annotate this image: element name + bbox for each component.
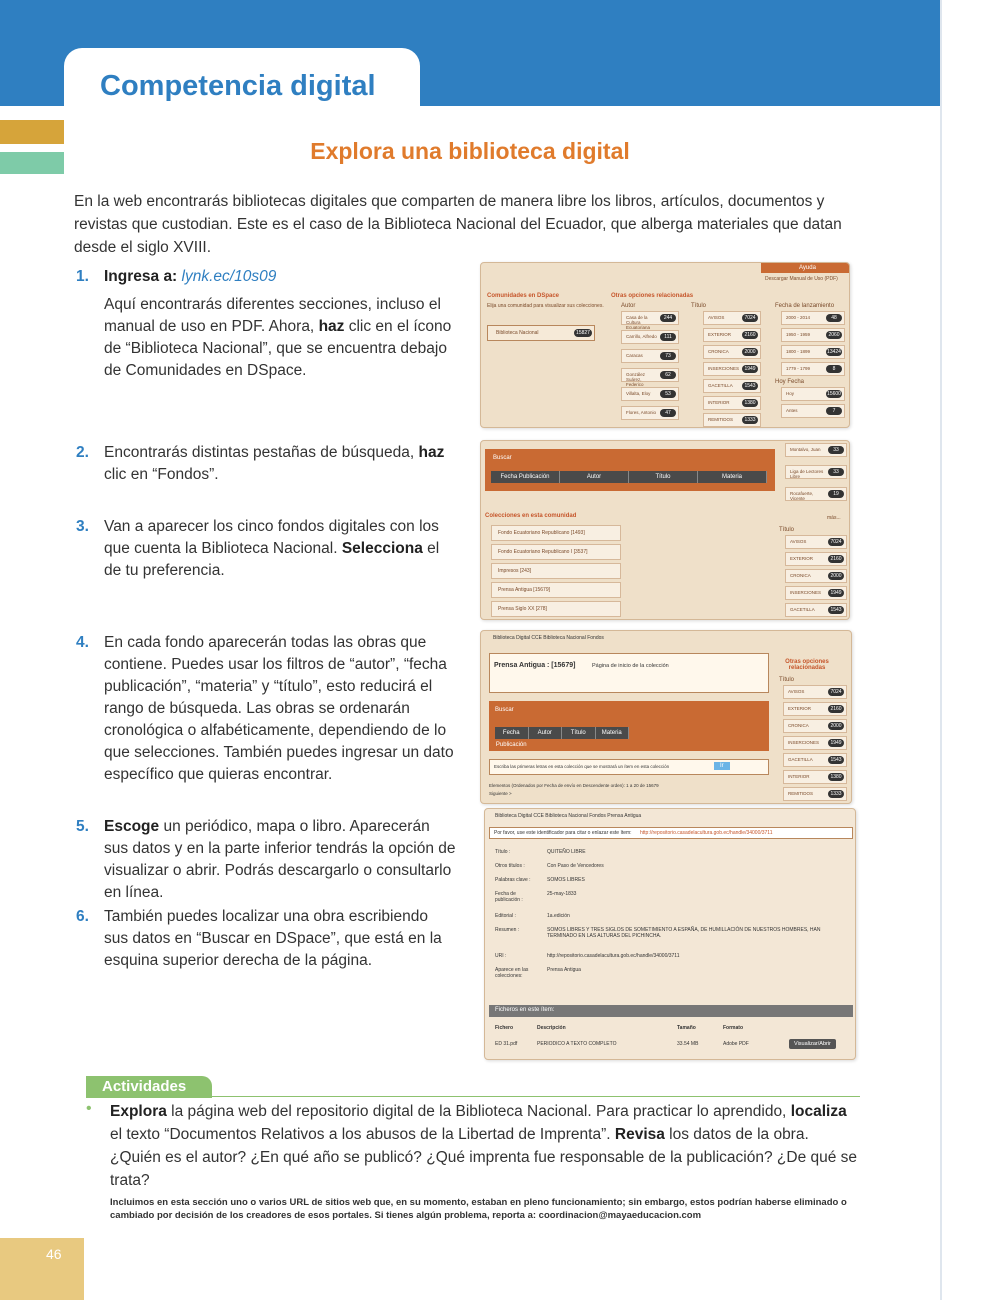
facet-count: 13424 <box>827 349 841 355</box>
facet-label: AVISOS <box>788 689 805 694</box>
facet-count: 48 <box>826 314 842 322</box>
facet-count: 1380 <box>828 773 844 781</box>
facet-count: 2160 <box>742 331 758 339</box>
autor-facet[interactable] <box>621 311 679 330</box>
biblioteca-nacional-button[interactable]: Biblioteca Nacional 15827 <box>487 325 595 341</box>
titulo-facet[interactable] <box>703 396 761 410</box>
step-1: 1. Ingresa a: lynk.ec/10s09 Aquí encontrarás diferentes secciones, incluso el manual de uso en PDF. Ahora, haz clic en el ícono de “Biblioteca Nacional”, que se encuentra debajo de Comunidades en DSpace. <box>76 268 452 379</box>
field-label: Editorial : <box>495 913 516 919</box>
field-value: 1a.edición <box>547 913 570 919</box>
facet-count: 8 <box>826 365 842 373</box>
step-5: 5. Escoge un periódico, mapa o libro. Aparecerán sus datos y en la parte inferior tendrás la opción de visualizar o abrir. Podrás descargarlo o consultarlo en línea. <box>76 818 456 901</box>
fondo-item[interactable] <box>491 544 621 560</box>
facet-count: 1949 <box>828 739 844 747</box>
facet-count: 7024 <box>828 688 844 696</box>
facet-label: GACETILLA <box>788 757 813 762</box>
facet-count: 1949 <box>828 589 844 597</box>
autor-facet[interactable] <box>785 443 847 457</box>
facet-label: Caracas <box>626 353 643 358</box>
facet-label: Antes <box>786 408 798 413</box>
facet-count: 33 <box>828 468 844 476</box>
page-header-title: Competencia digital <box>100 70 376 102</box>
facet-count: 1380 <box>742 399 758 407</box>
screenshot-collection: Biblioteca Digital CCE Biblioteca Nacional Fondos Prensa Antigua : [15679] Página de inicio de la colección Buscar Fecha Publicación Autor Título Materia Escriba las primeras letras en esta colección que se mostrará un ítem en esta colección Ir Elementos (Ordenados por Fecha de envío en Descendente orden): 1 a 20 de 15679 Siguiente > Otras opciones relacionadas Título AVISOS 7024 EXTERIOR 2160 CRONICA 2000 INSERCIONES 1949 GACETILLA 1543 INTERIOR 1380 REMITIDOS 1333 <box>480 630 852 804</box>
files-column-header: Fichero <box>495 1025 514 1031</box>
screenshot-item-record: Biblioteca Digital CCE Biblioteca Nacional Fondos Prensa Antigua Por favor, use este identificador para citar o enlazar este ítem: http://repositorio.casadelacultura.gob.ec/handle/34000/3711 Título : QUITEÑO LIBRE Otros títulos : Con Paso de Vencedores Palabras clave : SOMOS LIBRES Fecha de publicación : 25-may-1833 Editorial : 1a.edición Resumen : SOMOS LIBRES Y TRES SIGLOS DE SOMETIMIENTO A ESPAÑA, DE HUMILLACIÓN DE NUESTROS HOMBRES, HAN TERMINADO EN LAS ALTURAS DEL PICHINCHA. URI : http://repositorio.casadelacultura.gob.ec/handle/34000/3711 Aparece en las colecciones: Prensa Antigua Ficheros en este ítem: Fichero Descripción Tamaño Formato ED 31.pdf PERIODICO A TEXTO COMPLETO 33.54 MB Adobe PDF Visualizar/Abrir <box>484 808 856 1060</box>
facet-label: AVISOS <box>790 539 807 544</box>
visualizar-button[interactable]: Visualizar/Abrir <box>789 1039 836 1049</box>
page-number-tab <box>0 1238 84 1300</box>
field-value: SOMOS LIBRES <box>547 877 585 883</box>
facet-count: 15600 <box>827 391 841 397</box>
fondo-label: Fondo Ecuatoriano Republicano I [3537] <box>498 549 588 555</box>
fecha-facet[interactable] <box>781 345 845 359</box>
right-margin <box>940 0 1004 1300</box>
facet-label: 2000 - 2014 <box>786 315 811 320</box>
facet-count: 2160 <box>828 555 844 563</box>
titulo-facet[interactable] <box>703 362 761 376</box>
facet-count: 62 <box>660 371 676 379</box>
facet-label: González Suárez, Federico <box>626 372 646 387</box>
step-number: 5. <box>76 818 89 835</box>
facet-label: AVISOS <box>708 315 725 320</box>
facet-label: Carrillo, Alfredo <box>626 334 657 339</box>
facet-label: Flores, Antonio <box>626 410 657 415</box>
collection-search-box[interactable]: Escriba las primeras letras en esta colección que se mostrará un ítem en esta colección Ir <box>489 759 769 775</box>
step-number: 2. <box>76 444 89 461</box>
activities-header: Actividades <box>86 1076 212 1098</box>
titulo-facet[interactable] <box>783 685 847 699</box>
fondo-item[interactable] <box>491 582 621 598</box>
section-title: Explora una biblioteca digital <box>310 138 630 164</box>
titulo-facet[interactable] <box>703 328 761 342</box>
facet-label: Liga de Lectores Libre <box>790 469 824 479</box>
browse-tab[interactable]: Fecha Publicación <box>495 727 529 739</box>
facet-label: EXTERIOR <box>790 556 814 561</box>
facet-count: 1543 <box>828 756 844 764</box>
manual-link[interactable]: Descargar Manual de Uso (PDF) <box>765 276 838 282</box>
autor-facet[interactable] <box>785 487 847 501</box>
facet-label: INSERCIONES <box>708 366 740 371</box>
facet-count: 2000 <box>828 722 844 730</box>
fondo-item[interactable] <box>491 601 621 617</box>
fecha-facet[interactable] <box>781 311 845 325</box>
facet-count: 1949 <box>742 365 758 373</box>
fondo-item[interactable] <box>491 563 621 579</box>
autor-facet[interactable] <box>785 465 847 479</box>
facet-count: 7 <box>826 407 842 415</box>
facet-count: 7024 <box>742 314 758 322</box>
screenshot-dspace-home: Ayuda Descargar Manual de Uso (PDF) Comunidades en DSpace Elija una comunidad para visualizar sus colecciones. Biblioteca Nacional 15827 Otras opciones relacionadas Autor Título Fecha de lanzamiento Hoy Fecha Casa de la Cultura Ecuatoriana 244 Carrillo, Alfredo 111 Caracas 73 González Suárez, Federico 62 Villalta, Eloy 53 Flores, Antonio 47 AVISOS 7024 EXTERIOR 2160 CRONICA 2000 INSERCIONES 1949 GACETILLA 1543 INTERIOR 1380 REMITIDOS 1333 2000 - 2014 48 1950 - 1959 2060 1800 - 1899 13424 1779 - 1799 8 Hoy 15600 Antes 7 <box>480 262 850 428</box>
titulo-facet[interactable] <box>703 379 761 393</box>
facet-label: INTERIOR <box>788 774 810 779</box>
field-label: Fecha de publicación : <box>495 891 523 903</box>
titulo-facet[interactable] <box>783 736 847 750</box>
titulo-facet[interactable] <box>703 311 761 325</box>
fondo-label: Impresos [243] <box>498 568 532 574</box>
browse-tab[interactable]: Autor <box>560 471 629 483</box>
fecha-facet[interactable] <box>781 404 845 418</box>
facet-count: 1543 <box>742 382 758 390</box>
fondo-label: Prensa Siglo XX [278] <box>498 606 547 612</box>
titulo-facet[interactable] <box>785 535 847 549</box>
ingresa-link[interactable]: lynk.ec/10s09 <box>181 268 277 285</box>
facet-count: 2160 <box>828 705 844 713</box>
facet-label: REMITIDOS <box>788 791 814 796</box>
field-label: Palabras clave : <box>495 877 531 883</box>
step-number: 4. <box>76 634 89 651</box>
facet-count: 33 <box>828 446 844 454</box>
facet-label: GACETILLA <box>708 383 733 388</box>
titulo-facet[interactable] <box>703 413 761 427</box>
fecha-facet[interactable] <box>781 328 845 342</box>
facet-count: 1333 <box>742 416 758 424</box>
facet-count: 2060 <box>826 331 842 339</box>
autor-facet[interactable] <box>621 330 679 344</box>
field-value: SOMOS LIBRES Y TRES SIGLOS DE SOMETIMIENTO A ESPAÑA, DE HUMILLACIÓN DE NUESTROS HOMBRES, HAN TERMINADO EN LAS ALTURAS DEL PICHINCHA. <box>547 927 821 939</box>
facet-count: 1543 <box>828 606 844 614</box>
field-label: Resumen : <box>495 927 520 933</box>
bullet-icon: • <box>86 1100 92 1117</box>
field-value: 25-may-1833 <box>547 891 577 897</box>
autor-facet[interactable] <box>621 349 679 363</box>
intro-paragraph: En la web encontrarás bibliotecas digitales que comparten de manera libre los libros, artículos, documentos y revistas que custodian. Este es el caso de la Biblioteca Nacional del Ecuador, que alberga materiales que datan desde el siglo XVIII. <box>74 193 842 256</box>
facet-label: REMITIDOS <box>708 417 734 422</box>
facet-label: EXTERIOR <box>708 332 732 337</box>
field-label: Título : <box>495 849 511 855</box>
facet-label: CRONICA <box>790 573 811 578</box>
facet-label: GACETILLA <box>790 607 815 612</box>
facet-label: INTERIOR <box>708 400 730 405</box>
titulo-facet[interactable] <box>785 586 847 600</box>
autor-facet[interactable] <box>621 406 679 420</box>
facet-label: Casa de la Cultura Ecuatoriana <box>626 315 651 330</box>
fecha-facet[interactable] <box>781 362 845 376</box>
activities-rule <box>86 1096 860 1097</box>
step-4: 4. En cada fondo aparecerán todas las obras que contiene. Puedes usar los filtros de “autor”, “fecha publicación”, “materia” y “título”, esto reducirá el rango de búsqueda. Las obras se ordenarán cronológica o alfabéticamente, dependiendo de lo que selecciones. También puedes ingresar un dato específico que quieras encontrar. <box>76 634 454 783</box>
step-2: 2. Encontrarás distintas pestañas de búsqueda, haz clic en “Fondos”. <box>76 444 445 483</box>
facet-label: 1779 - 1799 <box>786 366 811 371</box>
facet-label: INSERCIONES <box>788 740 820 745</box>
step-lead: Ingresa a: <box>104 268 182 285</box>
facet-label: 1800 - 1899 <box>786 349 811 354</box>
files-column-header: Descripción <box>537 1025 566 1031</box>
field-label: Otros títulos : <box>495 863 525 869</box>
fondo-label: Prensa Antigua [15679] <box>498 587 550 593</box>
browse-tab[interactable]: Materia <box>596 727 630 739</box>
facet-count: 53 <box>660 390 676 398</box>
facet-count: 244 <box>660 314 676 322</box>
files-column-header: Formato <box>723 1025 743 1031</box>
facet-count: 47 <box>660 409 676 417</box>
facet-count: 1333 <box>828 790 844 798</box>
titulo-facet[interactable] <box>785 603 847 617</box>
facet-label: Hoy <box>786 391 795 396</box>
titulo-facet[interactable] <box>783 753 847 767</box>
titulo-facet[interactable] <box>785 569 847 583</box>
facet-count: 19 <box>828 490 844 498</box>
facet-label: Villalta, Eloy <box>626 391 651 396</box>
footnote: Incluimos en esta sección uno o varios URL de sitios web que, en su momento, estaban en pleno funcionamiento; sin embargo, estos podrían haberse eliminado o cambiado por decisión de los creadores de esos portales. Si tienes algún problema, reporta a: coordinacion@mayaeducacion.com <box>110 1197 847 1221</box>
browse-tab[interactable]: Fecha Publicación <box>491 471 560 483</box>
field-label: Aparece en las colecciones: <box>495 967 529 979</box>
facet-label: CRONICA <box>708 349 729 354</box>
titulo-facet[interactable] <box>703 345 761 359</box>
step-number: 3. <box>76 518 89 535</box>
autor-facet[interactable] <box>621 368 679 387</box>
browse-tab[interactable]: Título <box>562 727 596 739</box>
files-column-header: Tamaño <box>677 1025 696 1031</box>
facet-count: 7024 <box>828 538 844 546</box>
facet-count: 73 <box>660 352 676 360</box>
field-value: http://repositorio.casadelacultura.gob.ec/handle/34000/3711 <box>547 953 680 959</box>
titulo-facet[interactable] <box>783 702 847 716</box>
fecha-facet[interactable] <box>781 387 845 401</box>
fondo-label: Fondo Ecuatoriano Republicano [1493] <box>498 530 585 536</box>
page-number: 46 <box>46 1246 62 1262</box>
facet-label: Montalvo, Juan <box>790 447 821 452</box>
fondo-item[interactable] <box>491 525 621 541</box>
field-value: QUITEÑO LIBRE <box>547 849 586 855</box>
facet-count: 2000 <box>828 572 844 580</box>
right-margin-line <box>940 0 942 1300</box>
facet-label: CRONICA <box>788 723 809 728</box>
ayuda-link[interactable]: Ayuda <box>799 265 816 271</box>
screenshot-community: Buscar Fecha Publicación Autor Título Materia Colecciones en esta comunidad Fondo Ecuatoriano Republicano [1493] Fondo Ecuatoriano Republicano I [3537] Impresos [243] Prensa Antigua [15679] Prensa Siglo XX [278] Montalvo, Juan 33 Liga de Lectores Libre 33 Rocafuerte, Vicente 19 más... Título AVISOS 7024 EXTERIOR 2160 CRONICA 2000 INSERCIONES 1949 GACETILLA 1543 <box>480 440 850 620</box>
browse-tab[interactable]: Materia <box>698 471 767 483</box>
titulo-facet[interactable] <box>783 770 847 784</box>
facet-label: 1950 - 1959 <box>786 332 811 337</box>
field-label: URI : <box>495 953 507 959</box>
comunidades-heading: Comunidades en DSpace <box>487 293 560 299</box>
browse-tab[interactable]: Autor <box>529 727 563 739</box>
field-value: Con Paso de Vencedores <box>547 863 604 869</box>
activity-text: Explora la página web del repositorio digital de la Biblioteca Nacional. Para practicar lo aprendido, localiza el texto “Documentos Relativos a los abusos de la Libertad de Imprenta”. Revisa los datos de la obra. ¿Quién es el autor? ¿En qué año se publicó? ¿Qué imprenta fue responsable de la publicación? ¿De qué se trata? <box>110 1103 858 1189</box>
step-6: 6. También puedes localizar una obra escribiendo sus datos en “Buscar en DSpace”, que está en la esquina superior derecha de la página. <box>76 908 442 969</box>
facet-count: 111 <box>660 333 676 341</box>
step-3: 3. Van a aparecer los cinco fondos digitales con los que cuenta la Biblioteca Nacional. Selecciona el de tu preferencia. <box>76 518 440 579</box>
facet-label: EXTERIOR <box>788 706 812 711</box>
facet-label: INSERCIONES <box>790 590 822 595</box>
titulo-facet[interactable] <box>783 787 847 801</box>
titulo-facet[interactable] <box>785 552 847 566</box>
browse-tab[interactable]: Título <box>629 471 698 483</box>
step-number: 1. <box>76 268 89 285</box>
step-number: 6. <box>76 908 89 925</box>
titulo-facet[interactable] <box>783 719 847 733</box>
facet-label: Rocafuerte, Vicente <box>790 491 814 501</box>
autor-facet[interactable] <box>621 387 679 401</box>
field-value: Prensa Antigua <box>547 967 581 973</box>
facet-count: 2000 <box>742 348 758 356</box>
